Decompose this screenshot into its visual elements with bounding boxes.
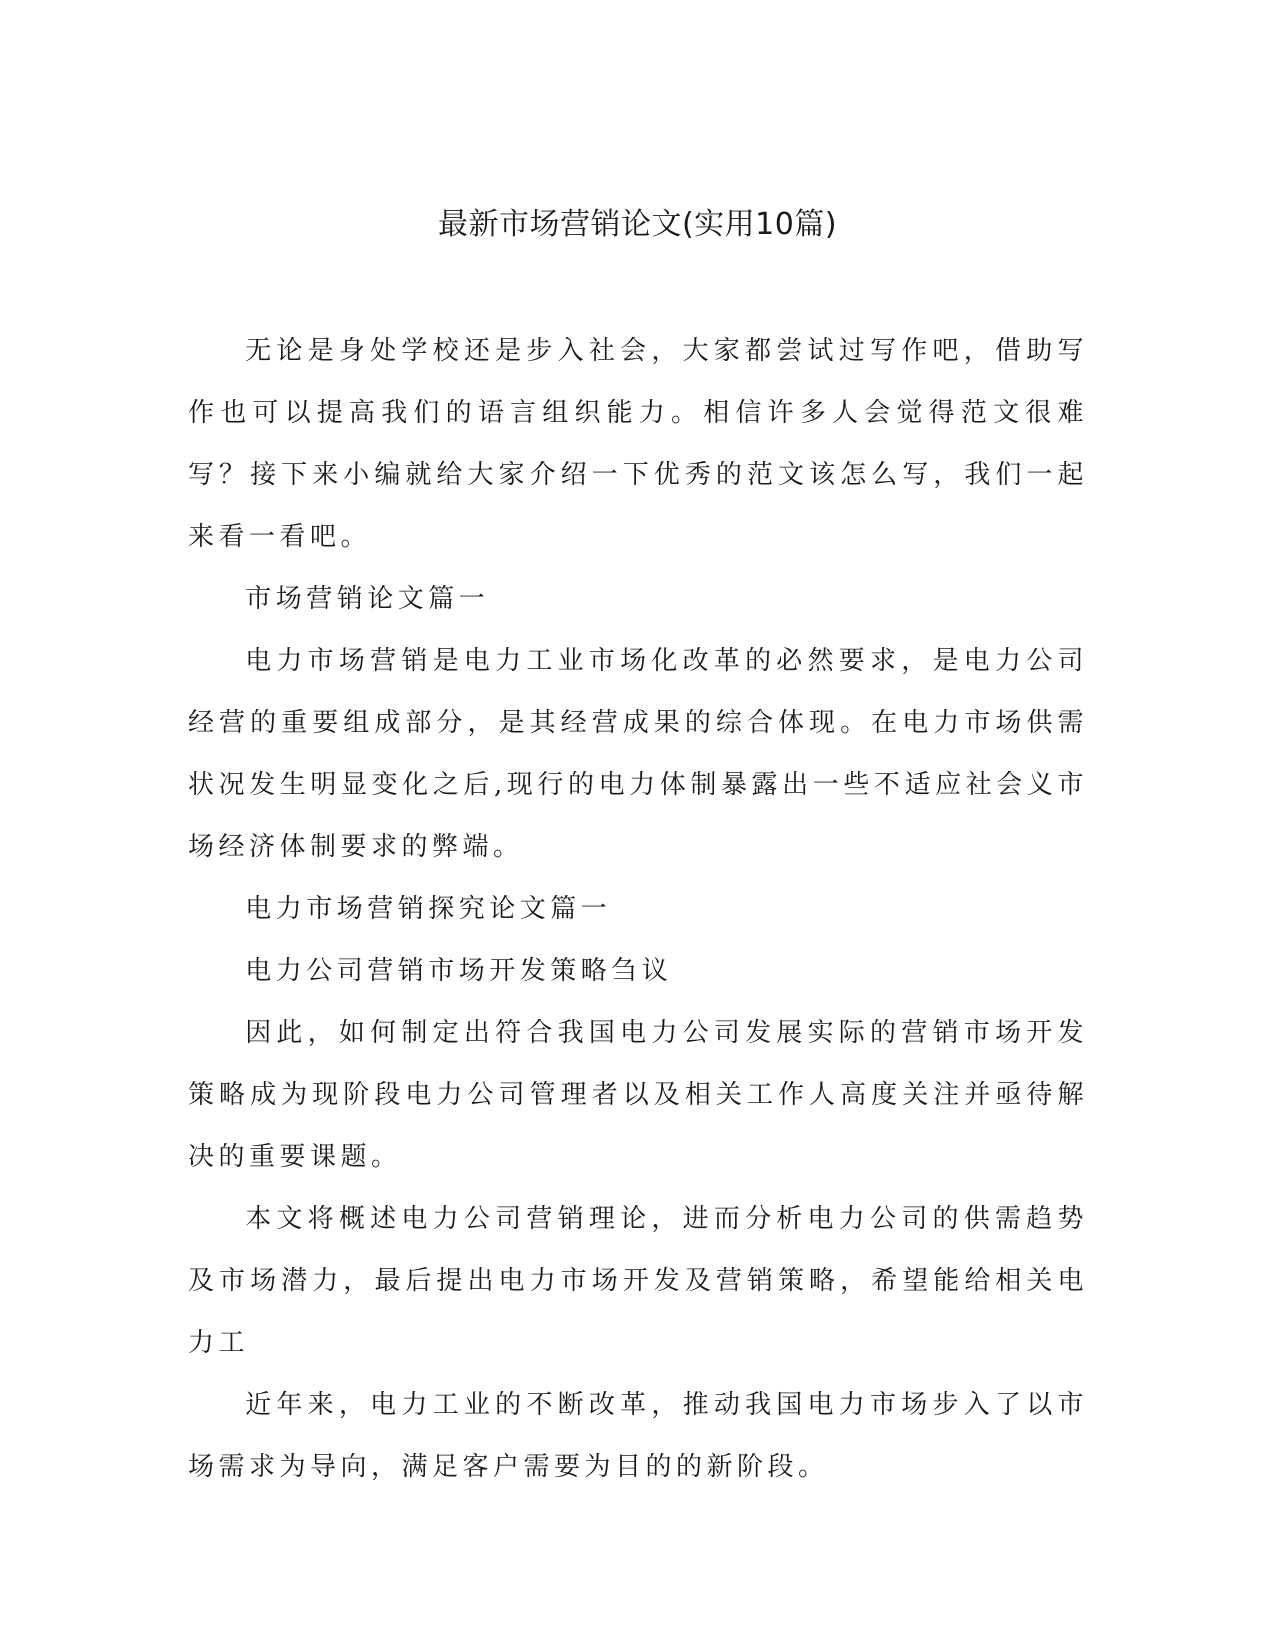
paragraph-intro: 无论是身处学校还是步入社会，大家都尝试过写作吧，借助写作也可以提高我们的语言组织能力。相信许多人会觉得范文很难写？接下来小编就给大家介绍一下优秀的范文该怎么写，我们一起来看一看吧。 [188, 336, 1088, 552]
document-title: 最新市场营销论文(实用10篇) [437, 207, 838, 242]
paragraph-therefore: 因此，如何制定出符合我国电力公司发展实际的营销市场开发策略成为现阶段电力公司管理者以及相关工作人高度关注并亟待解决的重要课题。 [188, 1018, 1088, 1172]
paragraph-recent-years: 近年来，电力工业的不断改革，推动我国电力市场步入了以市场需求为导向，满足客户需要为目的的新阶段。 [188, 1390, 1088, 1482]
document-body [188, 320, 1088, 1498]
paragraph-overview: 本文将概述电力公司营销理论，进而分析电力公司的供需趋势及市场潜力，最后提出电力市场开发及营销策略，希望能给相关电力工 [188, 1204, 1088, 1358]
paragraph-power-marketing: 电力市场营销是电力工业市场化改革的必然要求，是电力公司经营的重要组成部分，是其经营成果的综合体现。在电力市场供需状况发生明显变化之后,现行的电力体制暴露出一些不适应社会义市场经济体制要求的弊端。 [188, 646, 1088, 862]
section-heading-marketing-paper-1: 市场营销论文篇一 [245, 584, 490, 614]
section-heading-power-marketing-research-1: 电力市场营销探究论文篇一 [245, 894, 612, 924]
subheading-strategy: 电力公司营销市场开发策略刍议 [245, 956, 673, 986]
